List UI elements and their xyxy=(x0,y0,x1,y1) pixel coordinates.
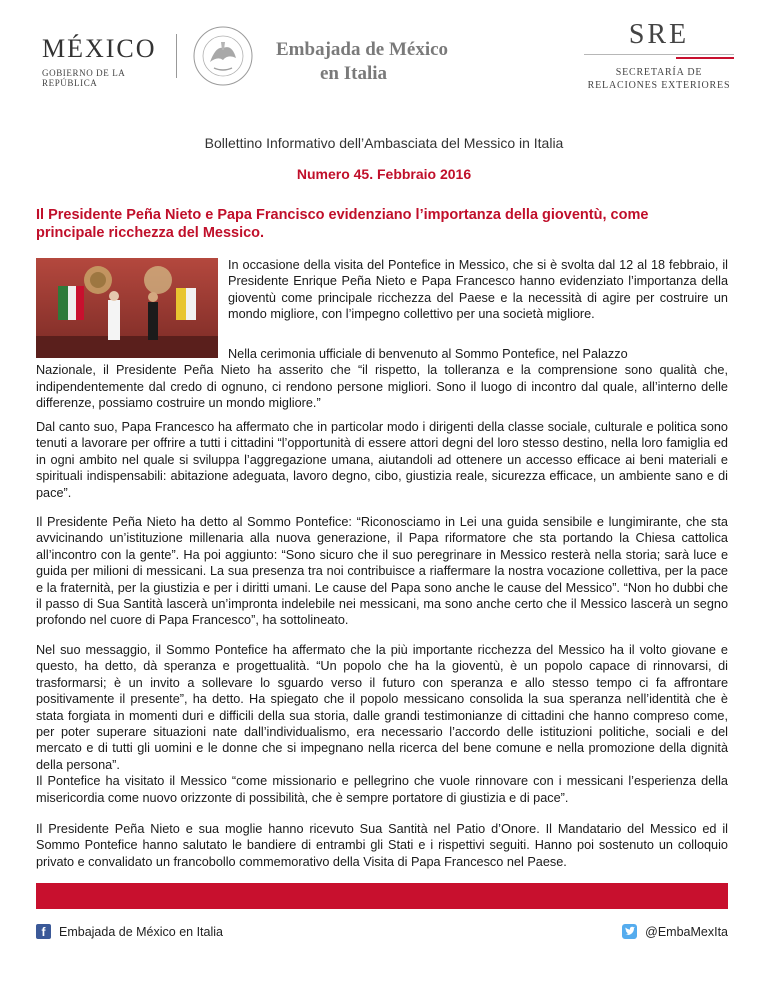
mexico-logo-word: MÉXICO xyxy=(42,34,157,63)
article-paragraph-3: Il Presidente Peña Nieto ha detto al Sommo Pontefice: “Riconosciamo in Lei una guida sensibile e lungimirante, che sta avvicinando un’istituzione millenaria alla nuova generazione, il Papa riformatore che sta portando la Chiesa cattolica all’incontro con la gente”. Ha poi aggiunto: “Sono sicuro che il suo peregrinare in Messico resterà nella storia; sarà luce e guida per milioni di messicani. La sua presenza tra noi contribuisce a riaffermare la nostra vocazione collettiva, per la pace e la fraternità, per la giustizia e per i diritti umani. Le cause del Papa sono anche le cause del Messico”. “Non ho dubbi che il passo di Sua Santità lascerà un’impronta indelebile nei messicani, ma sono anche certo che il Messico lascerà un segno profondo nel cuore di Papa Francesco”, ha sottolineato. xyxy=(36,515,728,628)
article-intro: In occasione della visita del Pontefice in Messico, che si è svolta dal 12 al 18 febbraio, il Presidente Enrique Peña Nieto e Papa Francesco hanno evidenziato l’importanza della gioventù come principale ricchezza del Paese e la necessità di agire per costruire un mondo migliore, con l’impegno collettivo per una società migliore. xyxy=(228,258,728,322)
mexico-logo-subtitle: GOBIERNO DE LA REPÚBLICA xyxy=(42,68,125,88)
article-photo xyxy=(36,258,218,358)
sre-logo-rule xyxy=(584,54,734,62)
sre-logo-subtitle-line1: SECRETARÍA DE xyxy=(615,67,703,78)
bulletin-title: Bollettino Informativo dell’Ambasciata del Messico in Italia xyxy=(204,135,564,151)
article-paragraph-1-rest: Nazionale, il Presidente Peña Nieto ha asserito che “il rispetto, la tolleranza e la comprensione sono qualità che, indipendentemente dal credo di ognuno, ci rendono persone migliori. Sono il luogo di incontro dal quale, all’interno delle differenze, possiamo costruire un mondo migliore.” xyxy=(36,363,728,411)
sre-logo xyxy=(584,20,734,92)
sre-logo-subtitle xyxy=(584,66,734,92)
article-paragraph-4 xyxy=(36,642,728,806)
embassy-title xyxy=(276,38,448,86)
sre-logo-word: SRE xyxy=(628,19,690,50)
article-paragraph-5: Il Presidente Peña Nieto e sua moglie hanno ricevuto Sua Santità nel Patio d’Onore. Il Mandatario del Messico ed il Sommo Pontefice hanno salutato le bandiere di entrambi gli Stati e i rispettivi seguiti. Hanno poi sostenuto un colloquio privato e convalidato un francobollo commemorativo della Visita di Papa Francesco nel Paese. xyxy=(36,822,728,869)
footer-red-band xyxy=(36,883,728,909)
twitter-link[interactable] xyxy=(622,924,728,939)
logo-divider xyxy=(176,34,177,78)
twitter-icon xyxy=(622,924,637,939)
facebook-link[interactable] xyxy=(36,924,223,939)
facebook-icon: f xyxy=(36,924,51,939)
national-seal-icon xyxy=(188,24,258,88)
article-paragraph-2: Dal canto suo, Papa Francesco ha affermato che in particolar modo i dirigenti della classe sociale, culturale e politica sono tenuti a lavorare per offrire a tutti i cittadini “l’opportunità di essere attori degni del loro stesso destino, nella loro famiglia ed in ogni ambito nel quale si sviluppa l’aggregazione umana, aiutandoli ad ottenere un accesso efficace ai beni materiali e spirituali indispensabili: abitazione adeguata, lavoro degno, cibo, giustizia reale, sicurezza efficace, un ambiente sano e di pace”. xyxy=(36,420,728,500)
article-paragraph-1 xyxy=(36,346,728,412)
bulletin-number: Numero 45. Febbraio 2016 xyxy=(296,166,472,182)
article-headline: Il Presidente Peña Nieto e Papa Francisco evidenziano l’importanza della gioventù, come principale ricchezza del Messico. xyxy=(36,207,649,241)
twitter-label: @EmbaMexIta xyxy=(645,924,728,939)
article-paragraph-4b: Il Pontefice ha visitato il Messico “come missionario e pellegrino che vuole rinnovare con i messicani l’esperienza della misericordia come nuovo orizzonte di possibilità, che è sempre portatore di giustizia e di pace”. xyxy=(36,774,728,805)
facebook-label: Embajada de México en Italia xyxy=(59,924,223,939)
embassy-title-line1: Embajada de México xyxy=(276,39,449,60)
embassy-title-line2: en Italia xyxy=(320,63,388,84)
article-paragraph-1-first-line: Nella cerimonia ufficiale di benvenuto al Sommo Pontefice, nel Palazzo xyxy=(228,347,628,361)
article-paragraph-4a: Nel suo messaggio, il Sommo Pontefice ha affermato che la più importante ricchezza del Messico ha il volto giovane e questo, ha detto, dà speranza e progettualità. “Un popolo che ha la gioventù, è un popolo capace di rinnovarsi, di trasformarsi; è un invito a sollevare lo sguardo verso il futuro con speranza e allo stesso tempo ci fa affrontare positivamente il presente”, ha detto. Ha spiegato che il popolo messicano consolida la sua speranza nell’identità che è stata forgiata in momenti duri e difficili della sua storia, dalle grandi testimonianze di cittadini che hanno compreso come, per poter superare situazioni nate dall’individualismo, era necessario l’accordo delle istituzioni politiche, sociali e del mercato e di tutti gli uomini e le donne che si impegnano nella ricerca del bene comune e nella promozione della dignità della persona”. xyxy=(36,643,728,772)
mexico-government-logo xyxy=(42,36,162,88)
sre-logo-subtitle-line2: RELACIONES EXTERIORES xyxy=(587,80,731,91)
